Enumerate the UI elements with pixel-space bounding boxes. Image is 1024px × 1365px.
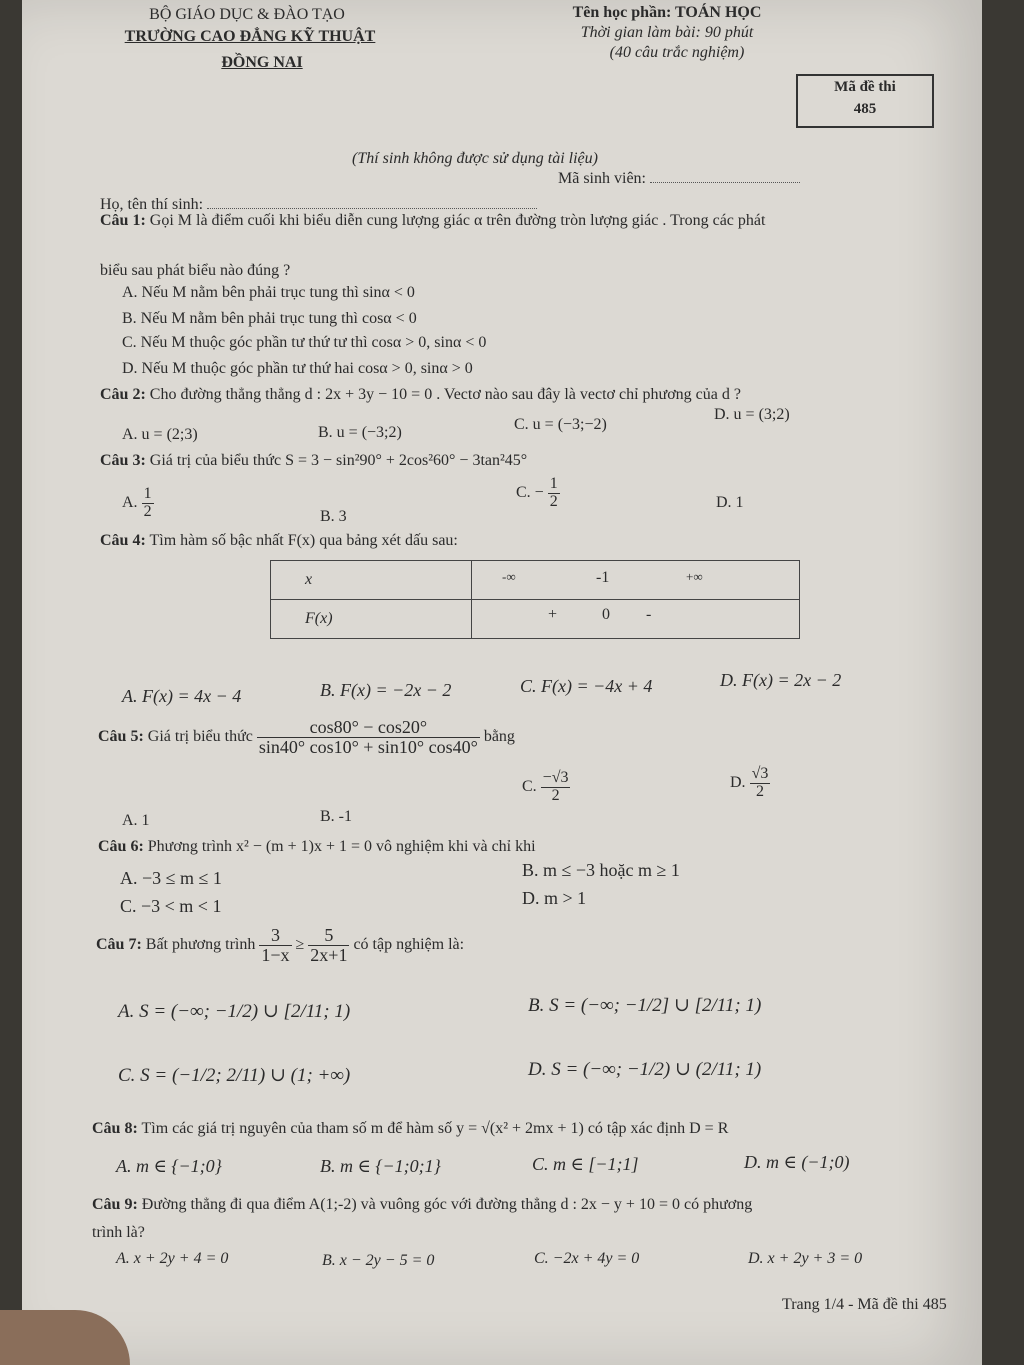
q5-option-b: B. -1 — [320, 808, 352, 825]
q5-option-d — [730, 766, 770, 801]
question-1 — [100, 212, 765, 230]
q8-option-c: C. m ∈ [−1;1] — [532, 1154, 639, 1174]
root-minus-one: -1 — [596, 569, 610, 586]
q7-right-fraction — [308, 926, 349, 965]
question-6-text: Phương trình x² − (m + 1)x + 1 = 0 vô nghiệm khi và chỉ khi — [147, 838, 536, 855]
q1-option-d: D. Nếu M thuộc góc phần tư thứ hai cosα > 0, sinα > 0 — [122, 360, 473, 377]
question-1-text: Gọi M là điểm cuối khi biểu diễn cung lượng giác α trên đường tròn lượng giác . Trong các phát — [149, 212, 766, 229]
q2-option-a: A. u = (2;3) — [122, 426, 198, 443]
q3-option-a-prefix: A. — [122, 493, 138, 511]
page-footer: Trang 1/4 - Mã đề thi 485 — [782, 1296, 947, 1313]
q3-option-a-den: 2 — [143, 502, 152, 520]
student-name-label: Họ, tên thí sinh: — [100, 196, 204, 213]
question-5-text: Giá trị biểu thức — [147, 728, 253, 746]
question-3 — [100, 452, 527, 470]
q7-left-den: 1−x — [261, 944, 290, 965]
q4-option-b: B. F(x) = −2x − 2 — [320, 680, 452, 700]
q8-option-a: A. m ∈ {−1;0} — [116, 1156, 222, 1176]
exam-code-label: Mã đề thi — [834, 79, 896, 95]
sign-table-row-x — [271, 561, 800, 600]
question-9 — [92, 1196, 752, 1214]
question-6 — [98, 838, 536, 856]
ministry-name: BỘ GIÁO DỤC & ĐÀO TẠO — [149, 6, 345, 23]
question-4-label: Câu 4: — [100, 532, 146, 549]
q5-denominator: sin40° cos10° + sin10° cos40° — [258, 736, 478, 757]
q9-option-b: B. x − 2y − 5 = 0 — [322, 1252, 435, 1269]
q3-option-a-fraction — [142, 486, 154, 521]
q3-option-d: D. 1 — [716, 494, 744, 511]
q4-option-a: A. F(x) = 4x − 4 — [122, 686, 242, 706]
q5-option-d-fraction — [750, 766, 771, 801]
q2-option-d: D. u = (3;2) — [714, 406, 790, 423]
student-id-label: Mã sinh viên: — [558, 170, 646, 187]
sign-table-row-fx — [271, 600, 800, 639]
q9-option-c: C. −2x + 4y = 0 — [534, 1250, 640, 1267]
student-id-line — [558, 170, 800, 188]
pos-infinity: +∞ — [686, 569, 703, 584]
sign-table-fx-values — [472, 600, 800, 639]
q6-option-a: A. −3 ≤ m ≤ 1 — [120, 868, 222, 888]
question-9-text: Đường thẳng đi qua điểm A(1;-2) và vuông góc với đường thẳng d : 2x − y + 10 = 0 có phương — [141, 1196, 753, 1213]
q6-option-c: C. −3 < m < 1 — [120, 896, 222, 916]
student-id-blank — [650, 182, 800, 183]
q3-option-c-den: 2 — [549, 492, 558, 510]
subject-name: Tên học phần: TOÁN HỌC — [572, 4, 762, 21]
question-7 — [96, 926, 464, 965]
q7-left-fraction — [259, 926, 291, 965]
q5-option-c-den: 2 — [551, 786, 560, 804]
q7-right-den: 2x+1 — [310, 944, 348, 965]
q3-option-c-num: 1 — [549, 475, 558, 492]
q6-option-b: B. m ≤ −3 hoặc m ≥ 1 — [522, 860, 680, 880]
q3-option-c-prefix: C. − — [516, 483, 544, 501]
q7-relation: ≥ — [295, 936, 305, 954]
sign-table-x-values — [472, 561, 800, 600]
sign-table-x-label: x — [271, 561, 472, 600]
question-5-tail: bằng — [483, 728, 515, 746]
question-3-text: Giá trị của biểu thức S = 3 − sin²90° + 2cos²60° − 3tan²45° — [149, 452, 528, 469]
q7-option-c: C. S = (−1/2; 2/11) ∪ (1; +∞) — [118, 1065, 351, 1086]
q3-option-a-num: 1 — [143, 485, 152, 502]
q8-option-d: D. m ∈ (−1;0) — [744, 1152, 850, 1172]
q3-option-b: B. 3 — [320, 508, 347, 525]
exam-code: 485 — [853, 101, 877, 117]
q3-option-c-fraction — [548, 476, 560, 511]
question-count: (40 câu trắc nghiệm) — [609, 44, 745, 61]
q1-option-a: A. Nếu M nằm bên phải trục tung thì sinα < 0 — [122, 284, 415, 301]
q5-fraction — [257, 718, 480, 757]
student-name-blank — [207, 208, 537, 209]
question-7-text: Bất phương trình — [145, 936, 256, 954]
question-8-text: Tìm các giá trị nguyên của tham số m để hàm số y = √(x² + 2mx + 1) có tập xác định D = R — [141, 1120, 729, 1137]
q5-option-a: A. 1 — [122, 812, 150, 829]
exam-code-box — [796, 74, 934, 128]
q4-option-c: C. F(x) = −4x + 4 — [520, 676, 653, 696]
question-8-label: Câu 8: — [92, 1120, 138, 1137]
q5-option-d-prefix: D. — [730, 773, 746, 791]
q7-right-num: 5 — [308, 926, 349, 946]
sign-minus: - — [646, 606, 652, 623]
exam-time: Thời gian làm bài: 90 phút — [580, 24, 754, 41]
question-5 — [98, 718, 515, 757]
q5-numerator: cos80° − cos20° — [257, 718, 480, 738]
sign-plus: + — [548, 606, 558, 623]
q9-option-a: A. x + 2y + 4 = 0 — [116, 1250, 229, 1267]
q5-option-c-num: −√3 — [542, 769, 569, 786]
exam-page — [22, 0, 982, 1365]
q7-option-b: B. S = (−∞; −1/2] ∪ [2/11; 1) — [528, 995, 762, 1016]
q5-option-d-num: √3 — [751, 765, 769, 782]
sign-table — [270, 560, 800, 639]
question-6-label: Câu 6: — [98, 838, 144, 855]
no-material-note: (Thí sinh không được sử dụng tài liệu) — [352, 150, 598, 167]
q5-option-d-den: 2 — [755, 782, 764, 800]
q9-option-d: D. x + 2y + 3 = 0 — [748, 1250, 863, 1267]
q5-option-c — [522, 770, 570, 805]
question-5-label: Câu 5: — [98, 728, 144, 746]
q2-option-c: C. u = (−3;−2) — [514, 416, 607, 433]
school-name: TRƯỜNG CAO ĐẲNG KỸ THUẬT — [124, 28, 376, 45]
province-name: ĐỒNG NAI — [221, 54, 303, 71]
question-9-text-cont: trình là? — [92, 1224, 145, 1241]
question-2 — [100, 386, 741, 404]
q3-option-c — [516, 476, 560, 511]
q1-option-b: B. Nếu M nằm bên phải trục tung thì cosα < 0 — [122, 310, 417, 327]
question-1-text-cont: biểu sau phát biểu nào đúng ? — [100, 262, 291, 279]
q7-left-num: 3 — [259, 926, 291, 946]
q7-option-d: D. S = (−∞; −1/2) ∪ (2/11; 1) — [528, 1059, 762, 1080]
question-3-label: Câu 3: — [100, 452, 146, 469]
q4-option-d: D. F(x) = 2x − 2 — [720, 670, 842, 690]
q5-option-c-prefix: C. — [522, 777, 537, 795]
q6-option-d: D. m > 1 — [522, 888, 587, 908]
question-4-text: Tìm hàm số bậc nhất F(x) qua bảng xét dấu sau: — [149, 532, 458, 549]
question-7-label: Câu 7: — [96, 936, 142, 954]
sign-zero: 0 — [602, 606, 610, 623]
q2-option-b: B. u = (−3;2) — [318, 424, 402, 441]
q8-option-b: B. m ∈ {−1;0;1} — [320, 1156, 441, 1176]
question-4 — [100, 532, 458, 550]
question-1-label: Câu 1: — [100, 212, 146, 229]
q3-option-a — [122, 486, 154, 521]
q7-option-a: A. S = (−∞; −1/2) ∪ [2/11; 1) — [118, 1001, 351, 1022]
q5-option-c-fraction — [541, 770, 571, 805]
sign-table-fx-label: F(x) — [271, 600, 472, 639]
q1-option-c: C. Nếu M thuộc góc phần tư thứ tư thì cosα > 0, sinα < 0 — [122, 334, 487, 351]
question-2-label: Câu 2: — [100, 386, 146, 403]
question-7-tail: có tập nghiệm là: — [353, 936, 465, 954]
question-9-label: Câu 9: — [92, 1196, 138, 1213]
question-8 — [92, 1120, 728, 1138]
question-2-text: Cho đường thẳng thẳng d : 2x + 3y − 10 = 0 . Vectơ nào sau đây là vectơ chỉ phương của d ? — [149, 386, 741, 403]
neg-infinity: -∞ — [502, 569, 516, 584]
